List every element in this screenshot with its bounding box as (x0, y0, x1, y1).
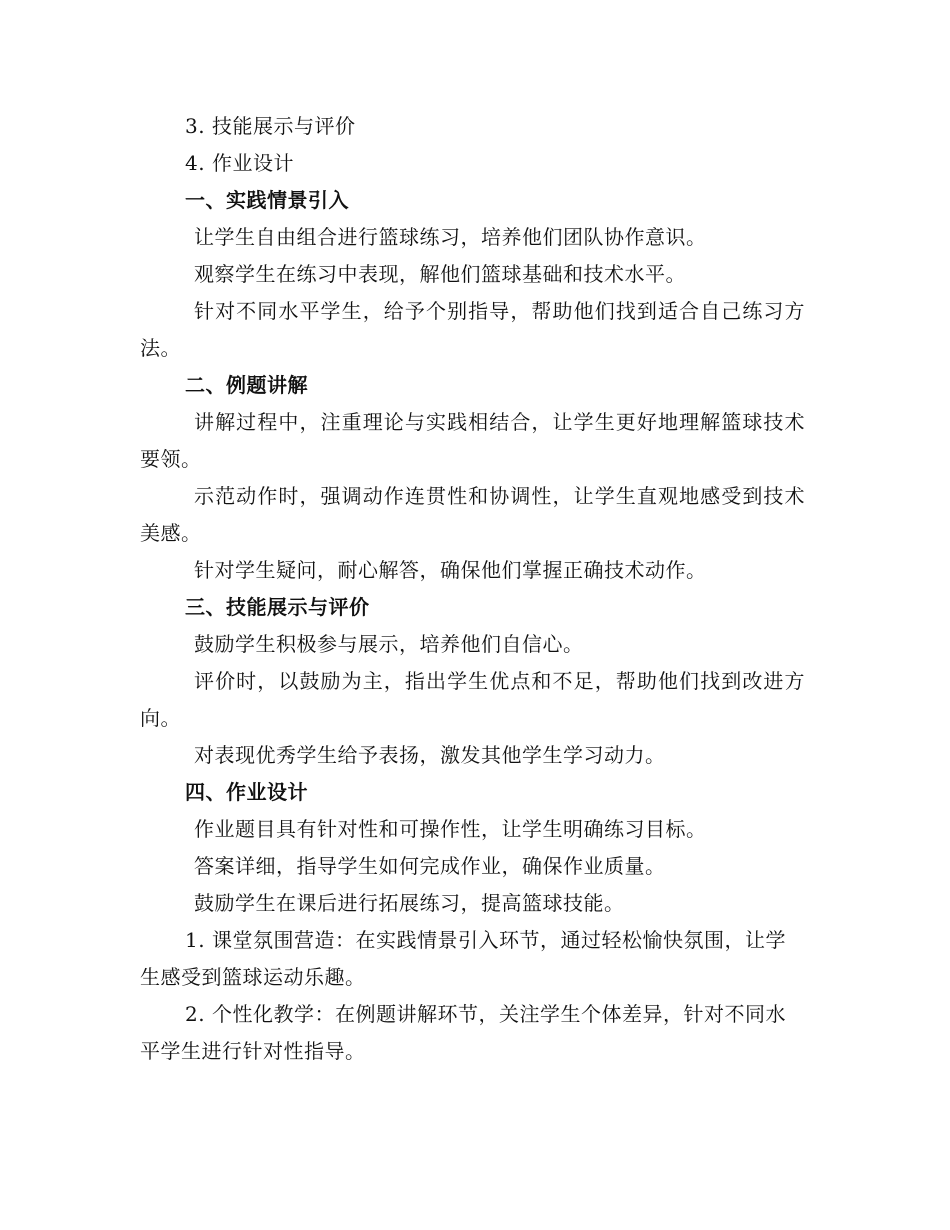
paragraph: 评价时，以鼓励为主，指出学生优点和不足，帮助他们找到改进方向。 (140, 669, 805, 730)
paragraph: 让学生自由组合进行篮球练习，培养他们团队协作意识。 (194, 225, 707, 249)
paragraph: 答案详细，指导学生如何完成作业，确保作业质量。 (194, 854, 666, 878)
paragraph: 鼓励学生在课后进行拓展练习，提高篮球技能。 (194, 891, 625, 915)
paragraph: 讲解过程中，注重理论与实践相结合，让学生更好地理解篮球技术要领。 (140, 410, 805, 471)
section-heading-evaluation: 三、技能展示与评价 (185, 595, 370, 619)
list-item-2: 2. 个性化教学：在例题讲解环节，关注学生个体差异，针对不同水平学生进行针对性指导。 (140, 1002, 786, 1063)
list-item-4: 4. 作业设计 (185, 151, 294, 175)
paragraph: 针对学生疑问，耐心解答，确保他们掌握正确技术动作。 (194, 558, 707, 582)
paragraph: 针对不同水平学生，给予个别指导，帮助他们找到适合自己练习方法。 (140, 299, 805, 360)
list-item-3: 3. 技能展示与评价 (185, 114, 356, 138)
document-body (140, 108, 805, 1070)
paragraph: 对表现优秀学生给予表扬，激发其他学生学习动力。 (194, 743, 666, 767)
paragraph: 作业题目具有针对性和可操作性，让学生明确练习目标。 (194, 817, 707, 841)
list-item-1: 1. 课堂氛围营造：在实践情景引入环节，通过轻松愉快氛围，让学生感受到篮球运动乐趣。 (140, 928, 786, 989)
paragraph: 鼓励学生积极参与展示，培养他们自信心。 (194, 632, 584, 656)
section-heading-practice: 一、实践情景引入 (185, 188, 349, 212)
paragraph: 观察学生在练习中表现，解他们篮球基础和技术水平。 (194, 262, 686, 286)
section-heading-homework: 四、作业设计 (185, 780, 308, 804)
paragraph: 示范动作时，强调动作连贯性和协调性，让学生直观地感受到技术美感。 (140, 484, 805, 545)
section-heading-examples: 二、例题讲解 (185, 373, 308, 397)
